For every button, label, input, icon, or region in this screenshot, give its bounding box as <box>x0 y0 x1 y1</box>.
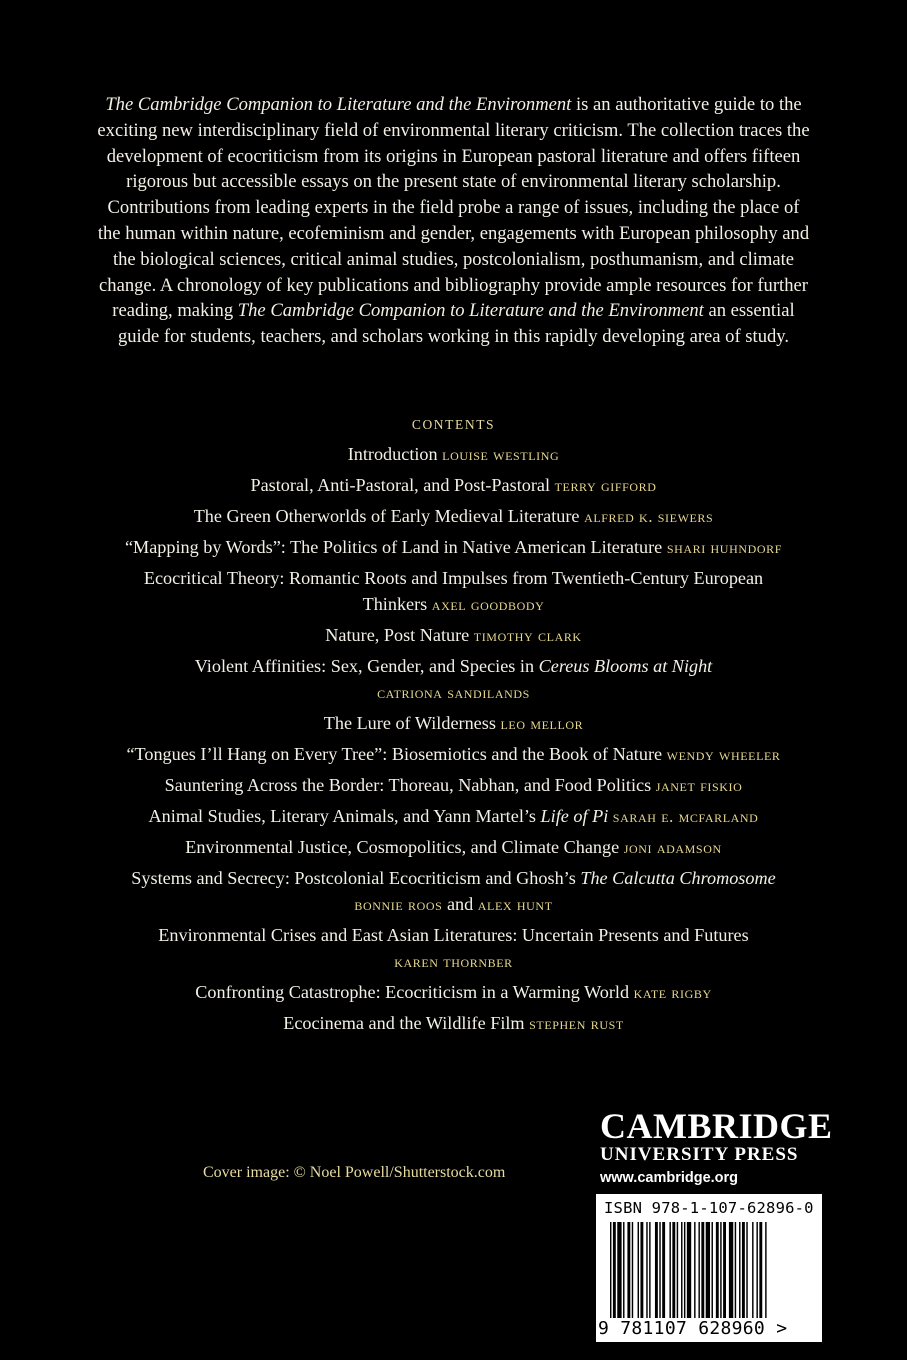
book-description <box>96 92 811 350</box>
chapter-author: joni adamson <box>623 838 722 857</box>
chapter-title: “Mapping by Words”: The Politics of Land in Native American Literature <box>124 537 663 557</box>
toc-item <box>70 865 837 918</box>
chapter-title: Ecocritical Theory: Romantic Roots and Impulses from Twentieth-Century European Thinkers <box>143 568 764 614</box>
book-title: The Cambridge Companion to Literature and the Environment <box>237 300 704 322</box>
toc-item <box>70 772 837 799</box>
chapter-title: Ecocinema and the Wildlife Film <box>283 1013 525 1033</box>
chapter-title-italic: Cereus Blooms at Night <box>538 656 713 676</box>
chapter-title: Environmental Crises and East Asian Literatures: Uncertain Presents and Futures <box>158 925 749 945</box>
publisher-name: CAMBRIDGE <box>600 1106 833 1146</box>
chapter-author: alex hunt <box>477 895 553 914</box>
publisher-url: www.cambridge.org <box>600 1170 739 1186</box>
chapter-author: janet fiskio <box>655 776 743 795</box>
chapter-author: karen thornber <box>394 952 513 971</box>
description-text: an essential guide for students, teachers, and scholars working in this rapidly developing area of study. <box>117 300 795 348</box>
chapter-title: Confronting Catastrophe: Ecocriticism in a Warming World <box>195 982 630 1002</box>
chapter-author: shari huhndorf <box>666 538 783 557</box>
toc-item <box>70 441 837 468</box>
chapter-author: terry gifford <box>554 476 657 495</box>
barcode-digits: 9 781107 628960 > <box>598 1318 788 1339</box>
chapter-author: timothy clark <box>473 626 582 645</box>
chapter-title: Animal Studies, Literary Animals, and Yann Martel’s <box>148 806 541 826</box>
chapter-author: axel goodbody <box>431 595 545 614</box>
toc-item <box>70 653 837 706</box>
toc-item <box>70 472 837 499</box>
chapter-title: Environmental Justice, Cosmopolitics, and Climate Change <box>185 837 620 857</box>
chapter-author: leo mellor <box>500 714 584 733</box>
toc-item <box>70 741 837 768</box>
chapter-title: Pastoral, Anti-Pastoral, and Post-Pastoral <box>250 475 551 495</box>
author-joiner: and <box>446 894 474 914</box>
toc-item <box>70 565 837 618</box>
publisher-subtitle: UNIVERSITY PRESS <box>600 1144 799 1165</box>
contents-heading: CONTENTS <box>411 417 496 432</box>
chapter-author: wendy wheeler <box>666 745 781 764</box>
chapter-title: Nature, Post Nature <box>325 625 470 645</box>
publisher-logo <box>600 1106 833 1188</box>
cover-image-credit: Cover image: © Noel Powell/Shutterstock.com <box>203 1164 506 1181</box>
chapter-title: The Lure of Wilderness <box>323 713 496 733</box>
chapter-title-italic: Life of Pi <box>540 806 609 826</box>
toc-item <box>70 979 837 1006</box>
toc-item <box>70 803 837 830</box>
isbn-barcode <box>596 1194 822 1342</box>
chapter-author: bonnie roos <box>354 895 443 914</box>
chapter-author: kate rigby <box>633 983 712 1002</box>
toc-item <box>70 503 837 530</box>
table-of-contents <box>70 412 837 1041</box>
toc-item <box>70 922 837 975</box>
isbn-number: ISBN 978-1-107-62896-0 <box>604 1199 814 1217</box>
chapter-title: Sauntering Across the Border: Thoreau, Nabhan, and Food Politics <box>164 775 652 795</box>
chapter-title: The Green Otherworlds of Early Medieval Literature <box>193 506 580 526</box>
chapter-title: Systems and Secrecy: Postcolonial Ecocriticism and Ghosh’s <box>131 868 581 888</box>
toc-item <box>70 534 837 561</box>
toc-item <box>70 710 837 737</box>
chapter-author: sarah e. mcfarland <box>612 807 759 826</box>
toc-item <box>70 834 837 861</box>
description-text: is an authoritative guide to the exciting new interdisciplinary field of environmental literary criticism. The collection traces the development of ecocriticism from its origins in European pastoral literature and offers fifteen rigorous but accessible essays on the present state of environmental literary scholarship. Contributions from leading experts in the field probe a range of issues, including the place of the human within nature, ecofeminism and gender, engagements with European philosophy and the biological sciences, critical animal studies, postcolonialism, posthumanism, and climate change. A chronology of key publications and bibliography provide ample resources for further reading, making <box>97 94 810 322</box>
chapter-author: stephen rust <box>529 1014 624 1033</box>
toc-item <box>70 1010 837 1037</box>
chapter-title: Introduction <box>347 444 438 464</box>
chapter-author: catriona sandilands <box>377 683 530 702</box>
toc-item <box>70 622 837 649</box>
chapter-title: “Tongues I’ll Hang on Every Tree”: Biosemiotics and the Book of Nature <box>126 744 663 764</box>
book-title: The Cambridge Companion to Literature and the Environment <box>105 94 572 115</box>
chapter-title: Violent Affinities: Sex, Gender, and Species in <box>194 656 539 676</box>
chapter-author: louise westling <box>442 445 560 464</box>
chapter-author: alfred k. siewers <box>584 507 714 526</box>
chapter-title-italic: The Calcutta Chromosome <box>580 868 776 888</box>
